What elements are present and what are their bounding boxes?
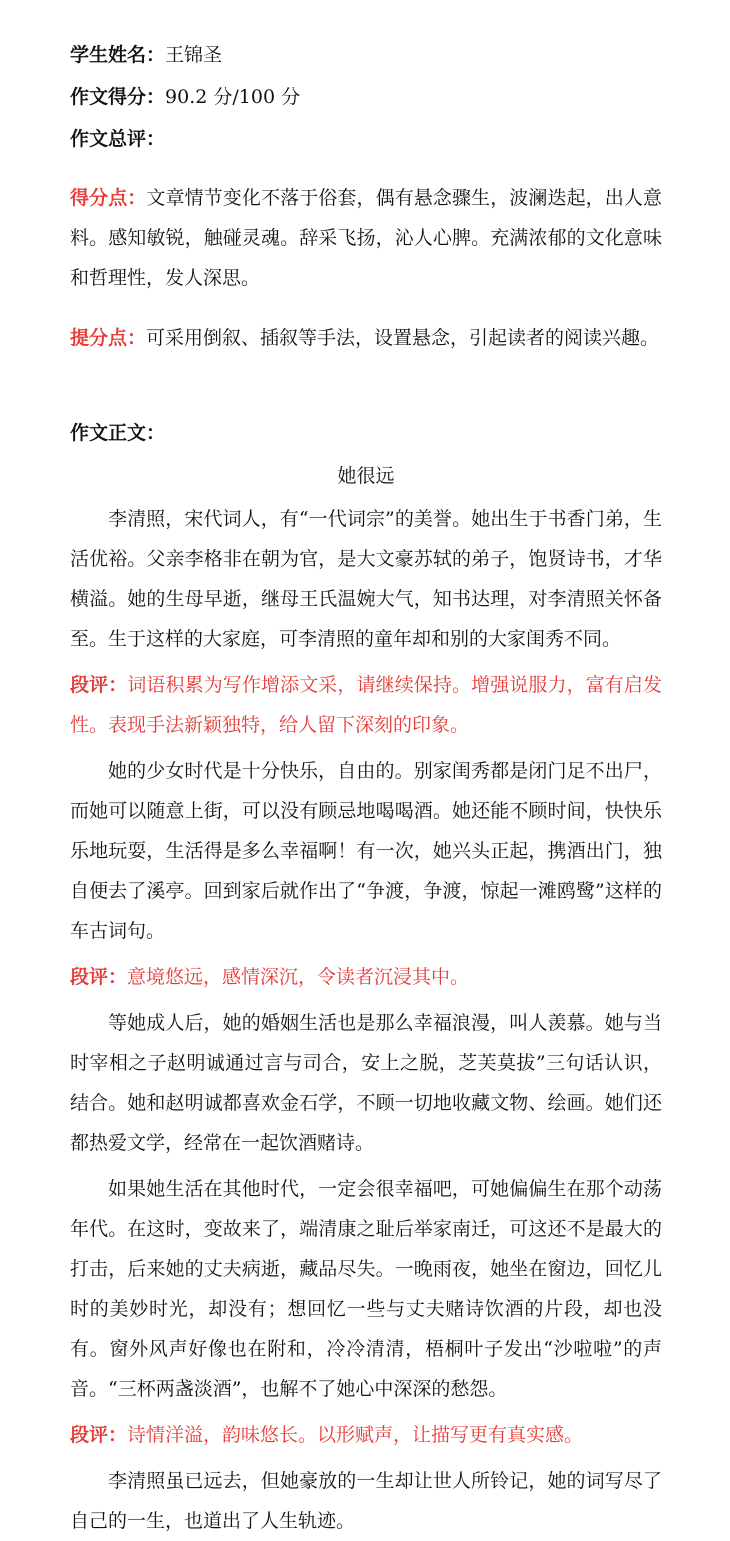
score-value: 90.2 分/100 分 (165, 86, 301, 108)
essay-title: 她很远 (337, 465, 395, 487)
paragraph-comment-label: 段评： (70, 966, 128, 988)
strengths-text: 文章情节变化不落于俗套，偶有悬念骤生，波澜迭起，出人意料。感知敏锐，触碰灵魂。辞采飞扬，沁人心脾。充满浓郁的文化意味和哲理性，发人深思。 (70, 187, 662, 289)
essay-paragraph-4: 如果她生活在其他时代，一定会很幸福吧，可她偏偏生在那个动荡年代。在这时，变故来了，端清康之耻后举家南迁，可这还不是最大的打击，后来她的丈夫病逝，藏品尽失。一晚雨夜，她坐在窗边，回忆儿时的美妙时光，却没有；想回忆一些与丈夫赌诗饮酒的片段，却也没有。窗外风声好像也在附和，冷冷清清，梧桐叶子发出“沙啦啦”的声音。“三杯两盏淡酒”，也解不了她心中深深的愁怨。 (70, 1178, 662, 1400)
improvement-block (70, 318, 662, 358)
overall-review-label: 作文总评： (70, 128, 166, 150)
paragraph-comment-text: 诗情洋溢，韵味悠长。以形赋声，让描写更有真实感。 (127, 1424, 584, 1446)
paragraph-comment-text: 词语积累为写作增添文采，请继续保持。增强说服力，富有启发性。表现手法新颖独特，给人留下深刻的印象。 (70, 674, 662, 736)
paragraph-comment-1 (70, 665, 662, 745)
student-name-line (70, 42, 662, 68)
paragraph-comment-2 (70, 957, 662, 997)
paragraph-comment-text: 意境悠远，感情深沉，令读者沉浸其中。 (127, 966, 470, 988)
paragraph-comment-label: 段评： (70, 674, 128, 696)
essay-paragraph-2: 她的少女时代是十分快乐，自由的。别家闺秀都是闭门足不出尸，而她可以随意上街，可以没有顾忌地喝喝酒。她还能不顾时间，快快乐乐地玩耍，生活得是多么幸福啊！有一次，她兴头正起，携酒出门，独自便去了溪亭。回到家后就作出了“争渡，争渡，惊起一滩鸥鹭”这样的车古词句。 (70, 760, 662, 942)
essay-paragraph-5: 李清照虽已远去，但她豪放的一生却让世人所铃记，她的词写尽了自己的一生，也道出了人生轨迹。 (70, 1470, 662, 1532)
essay-paragraph-1: 李清照，宋代词人，有“一代词宗”的美誉。她出生于书香门弟，生活优裕。父亲李格非在朝为官，是大文豪苏轼的弟子，饱贤诗书，才华横溢。她的生母早逝，继母王氏温婉大气，知书达理，对李清照关怀备至。生于这样的大家庭，可李清照的童年却和别的大家闺秀不同。 (70, 508, 662, 650)
strengths-label: 得分点： (70, 187, 147, 209)
score-label: 作文得分： (70, 86, 166, 108)
student-name-value: 王锦圣 (165, 44, 223, 66)
essay-paragraph-3: 等她成人后，她的婚姻生活也是那么幸福浪漫，叫人羡慕。她与当时宰相之子赵明诚通过言与司合，安上之脱，芝芙莫拔”三句话认识，结合。她和赵明诚都喜欢金石学，不顾一切地收藏文物、绘画。她们还都热爱文学，经常在一起饮酒赌诗。 (70, 1012, 662, 1154)
overall-review-heading (70, 126, 662, 152)
essay-body-label: 作文正文： (70, 422, 166, 444)
paragraph-comment-3 (70, 1415, 662, 1455)
improvement-text: 可采用倒叙、插叙等手法，设置悬念，引起读者的阅读兴趣。 (146, 327, 660, 349)
paragraph-comment-label: 段评： (70, 1424, 128, 1446)
improvement-label: 提分点： (70, 327, 147, 349)
strengths-block (70, 178, 662, 298)
score-line (70, 84, 662, 110)
student-name-label: 学生姓名： (70, 44, 166, 66)
